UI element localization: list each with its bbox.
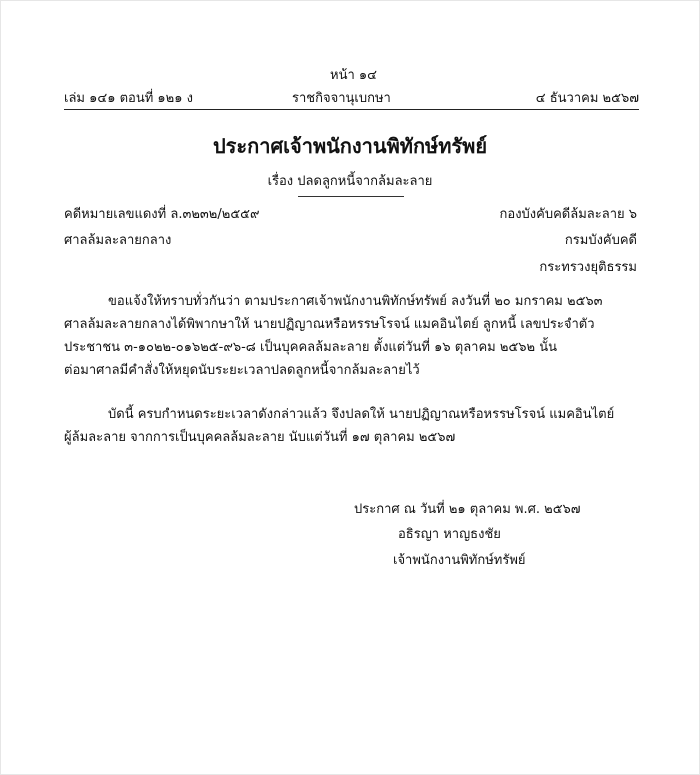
office-division: กองบังคับคดีล้มละลาย ๖ — [499, 207, 637, 222]
gazette-section: ราชกิจจานุเบกษา — [292, 91, 391, 106]
document-title: ประกาศเจ้าพนักงานพิทักษ์ทรัพย์ — [212, 134, 488, 158]
page-number: หน้า ๑๔ — [330, 68, 377, 83]
paragraph-line: ผู้ล้มละลาย จากการเป็นบุคคลล้มละลาย นับแต่วันที่ ๑๗ ตุลาคม ๒๕๖๗ — [64, 430, 456, 445]
header-divider — [64, 109, 639, 110]
document-subject: เรื่อง ปลดลูกหนี้จากล้มละลาย — [267, 174, 433, 189]
office-department: กรมบังคับคดี — [564, 233, 637, 248]
paragraph-line: ต่อมาศาลมีคำสั่งให้หยุดนับระยะเวลาปลดลูกหนี้จากล้มละลายไว้ — [64, 363, 420, 378]
case-number: คดีหมายเลขแดงที่ ล.๓๒๓๒/๒๕๕๙ — [64, 207, 260, 222]
paragraph-line: บัดนี้ ครบกำหนดระยะเวลาดังกล่าวแล้ว จึงปลดให้ นายปฏิญาณหรือหรรษโรจน์ แมคอินไตย์ — [108, 407, 615, 422]
signatory-position: เจ้าพนักงานพิทักษ์ทรัพย์ — [393, 553, 526, 568]
subject-divider — [298, 196, 404, 197]
gazette-header — [64, 87, 639, 109]
volume-issue: เล่ม ๑๔๑ ตอนที่ ๑๒๑ ง — [64, 91, 193, 106]
paragraph-line: ขอแจ้งให้ทราบทั่วกันว่า ตามประกาศเจ้าพนักงานพิทักษ์ทรัพย์ ลงวันที่ ๒๐ มกราคม ๒๕๖๓ — [108, 294, 603, 309]
paragraph-line: ประชาชน ๓-๑๐๒๒-๐๑๖๒๕-๙๖-๘ เป็นบุคคลล้มละลาย ตั้งแต่วันที่ ๑๖ ตุลาคม ๒๕๖๒ นั้น — [64, 340, 558, 355]
gazette-date: ๔ ธันวาคม ๒๕๖๗ — [535, 91, 639, 106]
body-paragraph-1 — [64, 290, 638, 382]
announcement-date: ประกาศ ณ วันที่ ๒๑ ตุลาคม พ.ศ. ๒๕๖๗ — [354, 502, 581, 517]
signatory-name: อธิรญา หาญธงชัย — [398, 527, 501, 542]
body-paragraph-2 — [64, 403, 638, 449]
court-name: ศาลล้มละลายกลาง — [64, 233, 172, 248]
paragraph-line: ศาลล้มละลายกลางได้พิพากษาให้ นายปฏิญาณหรือหรรษโรจน์ แมคอินไตย์ ลูกหนี้ เลขประจำตัว — [64, 317, 595, 332]
office-ministry: กระทรวงยุติธรรม — [539, 260, 637, 275]
